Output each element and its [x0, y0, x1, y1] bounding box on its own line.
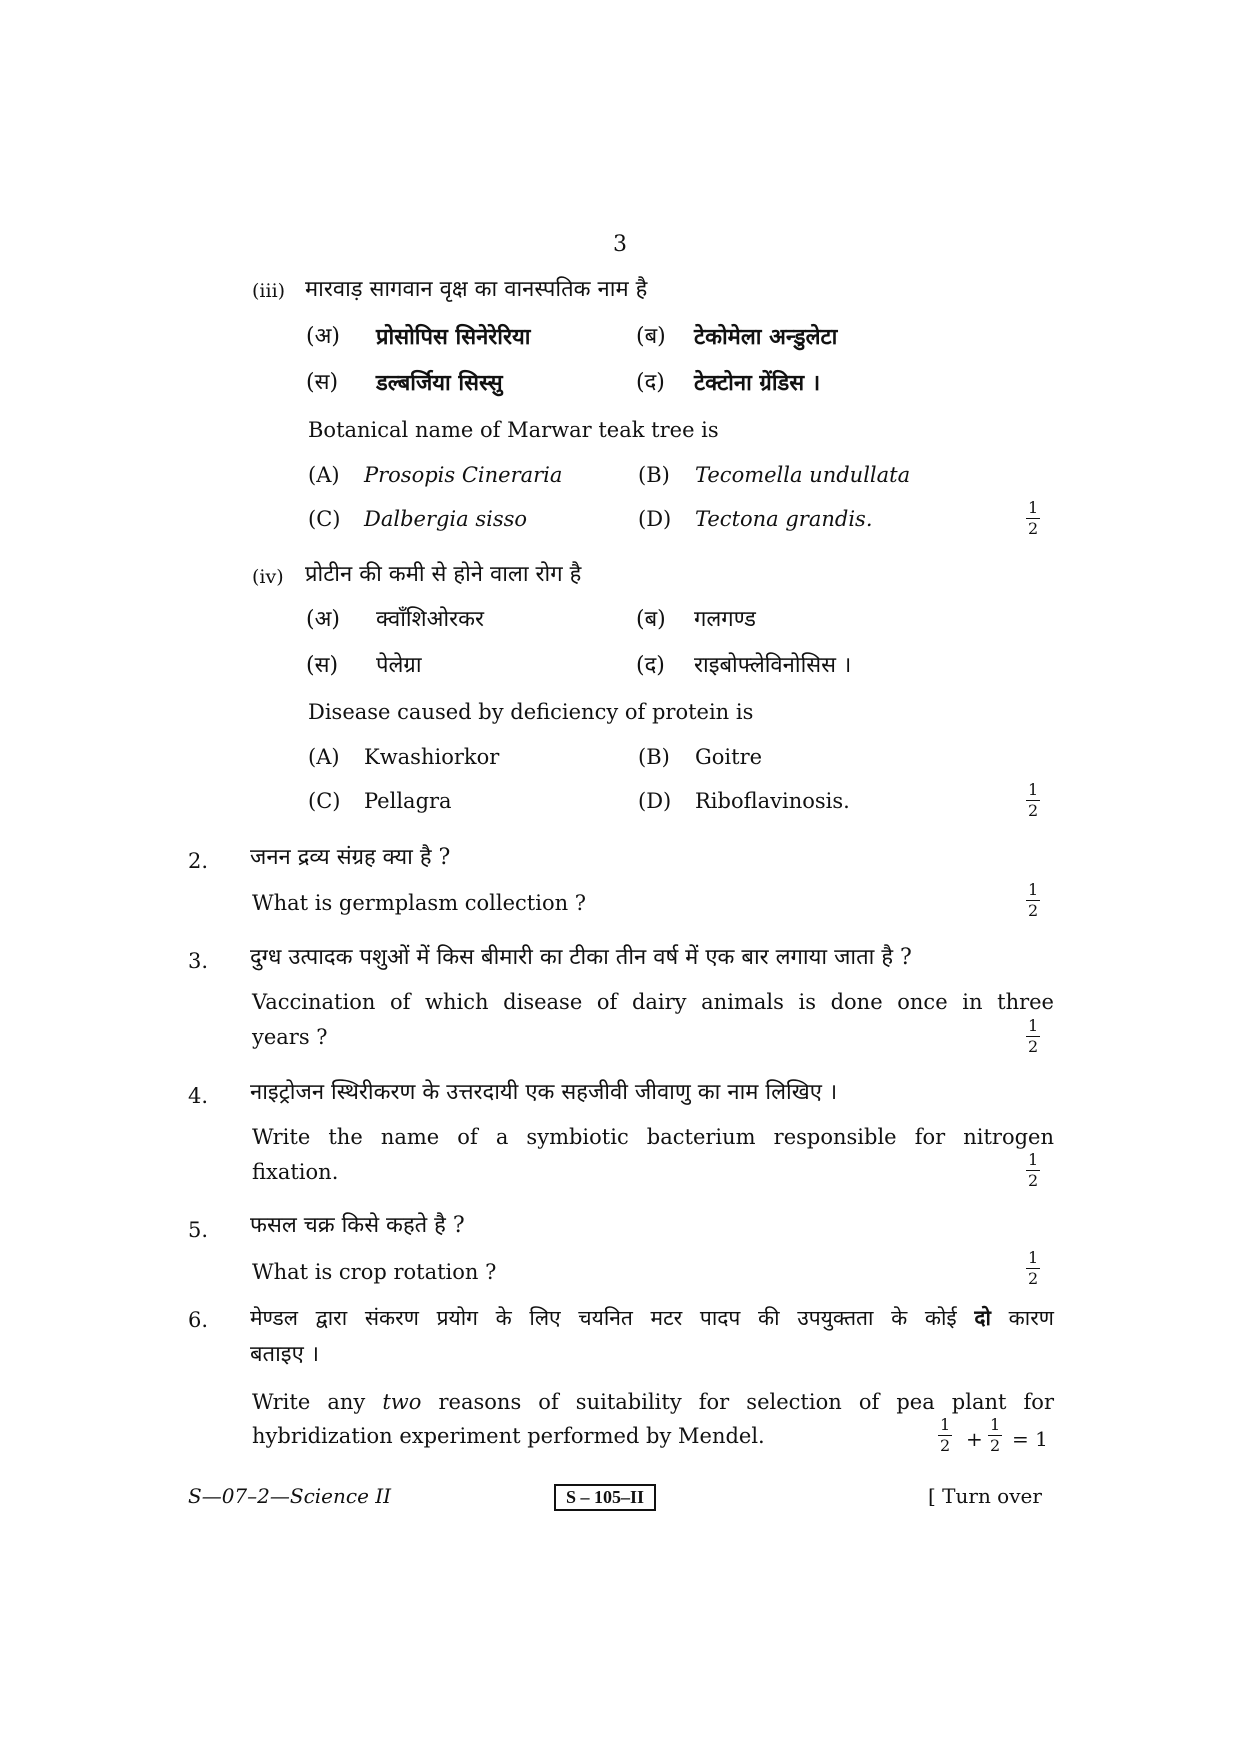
q1-iii-english-option-d-label: (D)	[638, 507, 672, 531]
fraction-denominator: 2	[1028, 519, 1039, 538]
q6-marks-b	[988, 1417, 1002, 1454]
q1-iii-hindi-option-b-label: (ब)	[636, 324, 666, 349]
fraction-numerator: 1	[1028, 880, 1039, 899]
q4-english-line1: Write the name of a symbiotic bacterium responsible for nitrogen	[252, 1125, 1054, 1149]
q6-hindi-line1-bold: दो	[974, 1305, 991, 1330]
q6-hindi-line2: बताइए ।	[250, 1342, 320, 1367]
q3-english-line1: Vaccination of which disease of dairy animals is done once in three	[252, 990, 1054, 1014]
q1-iii-hindi-option-c-label: (स)	[306, 370, 339, 395]
q5-marks	[1026, 1250, 1040, 1287]
q6-number: 6.	[188, 1308, 209, 1332]
q1-iv-english-question: Disease caused by deficiency of protein is	[308, 700, 754, 724]
fraction-denominator: 2	[1028, 1269, 1039, 1288]
fraction-numerator: 1	[990, 1415, 1001, 1434]
fraction-numerator: 1	[1028, 498, 1039, 517]
q4-hindi: नाइट्रोजन स्थिरीकरण के उत्तरदायी एक सहजीवी जीवाणु का नाम लिखिए ।	[250, 1080, 838, 1105]
q6-marks-total: = 1	[1012, 1427, 1048, 1451]
q1-iv-hindi-option-a: क्वाँशिओरकर	[376, 607, 484, 632]
q1-iii-hindi-option-b: टेकोमेला अन्डुलेटा	[694, 324, 838, 350]
q2-number: 2.	[188, 849, 209, 873]
q3-marks	[1026, 1018, 1040, 1055]
q1-iv-hindi-option-d: राइबोफ्लेविनोसिस ।	[694, 653, 852, 678]
q1-iii-english-question: Botanical name of Marwar teak tree is	[308, 418, 719, 442]
q1-iv-english-option-c: Pellagra	[364, 789, 452, 813]
fraction-denominator: 2	[1028, 901, 1039, 920]
q1-iii-english-option-a: Prosopis Cineraria	[364, 463, 563, 487]
q1-iii-english-option-d: Tectona grandis.	[695, 507, 873, 531]
q6-english-line1-post: reasons of suitability for selection of pea plant for	[438, 1390, 1054, 1414]
q6-marks-plus: +	[966, 1427, 983, 1451]
q1-iii-hindi-question: मारवाड़ सागवान वृक्ष का वानस्पतिक नाम है	[305, 277, 648, 302]
q1-iii-hindi-option-c: डल्बर्जिया सिस्सु	[376, 370, 503, 396]
q1-iv-hindi-option-b-label: (ब)	[636, 607, 666, 632]
q6-marks-a	[938, 1417, 952, 1454]
q3-english-line2: years ?	[252, 1025, 328, 1049]
q1-iv-hindi-option-d-label: (द)	[636, 653, 665, 678]
q5-english: What is crop rotation ?	[252, 1260, 497, 1284]
q1-iii-english-option-b-label: (B)	[638, 463, 670, 487]
q6-english-line1	[252, 1390, 1054, 1414]
q2-hindi: जनन द्रव्य संग्रह क्या है ?	[250, 845, 451, 870]
q6-english-line1-pre: Write any	[252, 1390, 366, 1414]
q4-number: 4.	[188, 1084, 209, 1108]
q1-iv-english-option-d-label: (D)	[638, 789, 672, 813]
fraction-numerator: 1	[1028, 1150, 1039, 1169]
q4-marks	[1026, 1152, 1040, 1189]
q5-number: 5.	[188, 1218, 209, 1242]
q1-iii-english-option-a-label: (A)	[308, 463, 340, 487]
q1-iv-english-option-c-label: (C)	[308, 789, 341, 813]
q3-hindi: दुग्ध उत्पादक पशुओं में किस बीमारी का टीका तीन वर्ष में एक बार लगाया जाता है ?	[250, 945, 912, 970]
fraction-numerator: 1	[940, 1415, 951, 1434]
q1-iv-hindi-option-a-label: (अ)	[306, 607, 340, 632]
q3-number: 3.	[188, 949, 209, 973]
q6-hindi-line1-pre: मेण्डल द्वारा संकरण प्रयोग के लिए चयनित मटर पादप की उपयुक्तता के कोई	[250, 1306, 957, 1330]
q6-english-line2: hybridization experiment performed by Mendel.	[252, 1424, 765, 1448]
q1-iv-english-option-a: Kwashiorkor	[364, 745, 500, 769]
q1-iv-hindi-question: प्रोटीन की कमी से होने वाला रोग है	[305, 562, 582, 587]
q6-hindi-line1-post: कारण	[1008, 1306, 1054, 1330]
q2-english: What is germplasm collection ?	[252, 891, 587, 915]
fraction-denominator: 2	[990, 1436, 1001, 1455]
fraction-numerator: 1	[1028, 1016, 1039, 1035]
fraction-numerator: 1	[1028, 1248, 1039, 1267]
q2-marks	[1026, 882, 1040, 919]
q1-iii-hindi-option-a: प्रोसोपिस सिनेरेरिया	[376, 324, 531, 350]
q6-hindi-line1	[250, 1304, 1054, 1332]
q1-iii-english-option-b: Tecomella undullata	[695, 463, 911, 487]
q4-english-line2: fixation.	[252, 1160, 339, 1184]
footer-series-box: S – 105–II	[554, 1484, 656, 1511]
q1-iv-hindi-option-c-label: (स)	[306, 653, 339, 678]
q1-iii-marks	[1026, 500, 1040, 537]
fraction-denominator: 2	[940, 1436, 951, 1455]
fraction-denominator: 2	[1028, 1037, 1039, 1056]
fraction-numerator: 1	[1028, 780, 1039, 799]
q1-iv-marks	[1026, 782, 1040, 819]
footer-paper-code: S—07–2—Science II	[188, 1484, 392, 1508]
q5-hindi: फसल चक्र किसे कहते है ?	[250, 1213, 465, 1238]
q1-iv-english-option-d: Riboflavinosis.	[695, 789, 850, 813]
q1-iii-english-option-c: Dalbergia sisso	[364, 507, 528, 531]
q1-iii-hindi-option-d-label: (द)	[636, 370, 665, 395]
q1-iv-hindi-option-b: गलगण्ड	[694, 607, 756, 632]
q1-iv-number: (iv)	[252, 566, 284, 588]
q1-iii-hindi-option-a-label: (अ)	[306, 324, 340, 349]
q1-iv-english-option-a-label: (A)	[308, 745, 340, 769]
fraction-denominator: 2	[1028, 1171, 1039, 1190]
q1-iv-english-option-b: Goitre	[695, 745, 763, 769]
page-number: 3	[613, 232, 627, 257]
footer-turn-over: [ Turn over	[928, 1484, 1042, 1508]
q1-iv-hindi-option-c: पेलेग्रा	[376, 653, 422, 678]
q6-english-line1-italic: two	[382, 1390, 422, 1414]
fraction-denominator: 2	[1028, 801, 1039, 820]
q1-iv-english-option-b-label: (B)	[638, 745, 670, 769]
q1-iii-english-option-c-label: (C)	[308, 507, 341, 531]
q1-iii-number: (iii)	[252, 280, 286, 302]
q1-iii-hindi-option-d: टेक्टोना ग्रेंडिस ।	[694, 370, 821, 396]
